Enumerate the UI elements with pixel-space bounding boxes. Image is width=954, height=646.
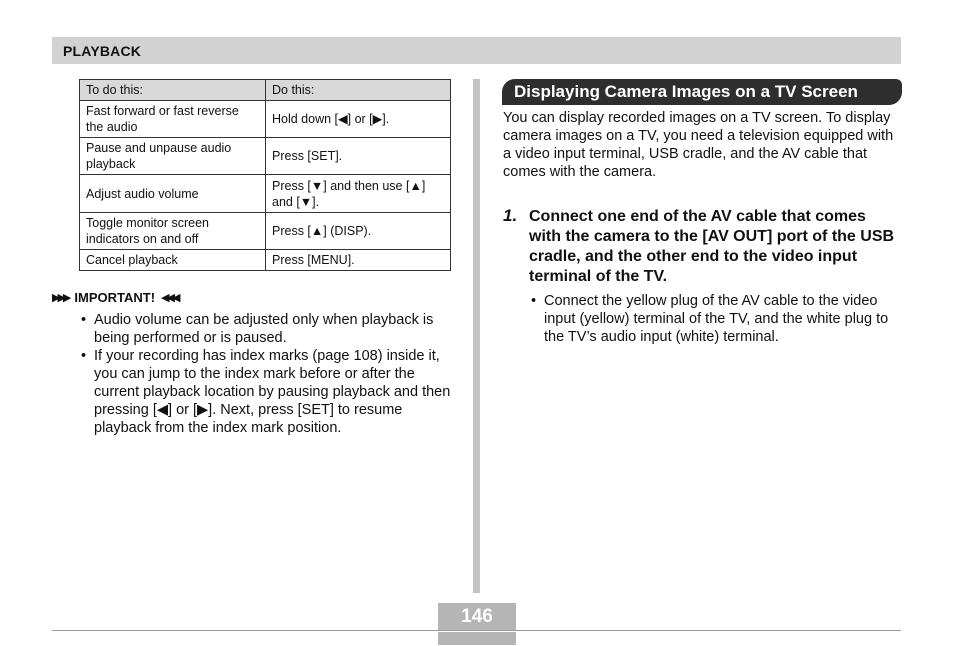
table-cell: Toggle monitor screen indicators on and off (80, 213, 266, 250)
table-row (80, 213, 451, 250)
table-cell: Press [▲] (DISP). (266, 213, 451, 250)
table-header-cell: Do this: (266, 80, 451, 101)
table-cell: Adjust audio volume (80, 175, 266, 213)
step-instruction: Connect one end of the AV cable that comes with the camera to the [AV OUT] port of the USB cradle, and the other end to the video input terminal of the TV. (529, 208, 895, 285)
step-notes-list (531, 292, 901, 346)
arrow-left-marker-icon: ◀◀◀ (161, 291, 178, 304)
section-title-bar (502, 79, 902, 105)
table-cell: Fast forward or fast reverse the audio (80, 101, 266, 138)
step-number: 1. (503, 206, 518, 225)
table-cell: Press [SET]. (266, 138, 451, 175)
section-header-label: PLAYBACK (63, 43, 142, 59)
page-number-tab (438, 603, 516, 645)
list-item: • Audio volume can be adjusted only when playback is being performed or is paused. (81, 311, 451, 347)
page-number: 146 (438, 603, 516, 630)
list-item: • Connect the yellow plug of the AV cable to the video input (yellow) terminal of the TV, and the white plug to the TV’s audio input (white) terminal. (531, 292, 901, 346)
list-item: • If your recording has index marks (page 108) inside it, you can jump to the index mark before or after the current playback location by pausing playback and then pressing [◀] or [▶]. Next, press [SET] to resume playback from the index mark position. (81, 347, 451, 437)
section-title: Displaying Camera Images on a TV Screen (514, 82, 858, 101)
table-row (80, 175, 451, 213)
table-cell: Press [MENU]. (266, 250, 451, 271)
footer-rule (52, 630, 901, 631)
column-divider (473, 79, 480, 593)
table-row (80, 138, 451, 175)
table-row (80, 250, 451, 271)
table-cell: Pause and unpause audio playback (80, 138, 266, 175)
table-cell: Press [▼] and then use [▲] and [▼]. (266, 175, 451, 213)
header-bar (52, 37, 901, 64)
arrow-right-marker-icon: ▶▶▶ (52, 291, 69, 304)
table-header-row (80, 80, 451, 101)
important-heading (52, 289, 177, 305)
table-cell: Hold down [◀] or [▶]. (266, 101, 451, 138)
important-label: IMPORTANT! (74, 289, 156, 305)
table-header-cell: To do this: (80, 80, 266, 101)
important-notes-list (81, 311, 451, 437)
table-cell: Cancel playback (80, 250, 266, 271)
intro-paragraph: You can display recorded images on a TV screen. To display camera images on a TV, you need a television equipped with a video input terminal, USB cradle, and the AV cable that comes with the camera. (503, 110, 894, 180)
table-row (80, 101, 451, 138)
page-number-tab-base (438, 632, 516, 645)
playback-operations-table (79, 79, 451, 271)
